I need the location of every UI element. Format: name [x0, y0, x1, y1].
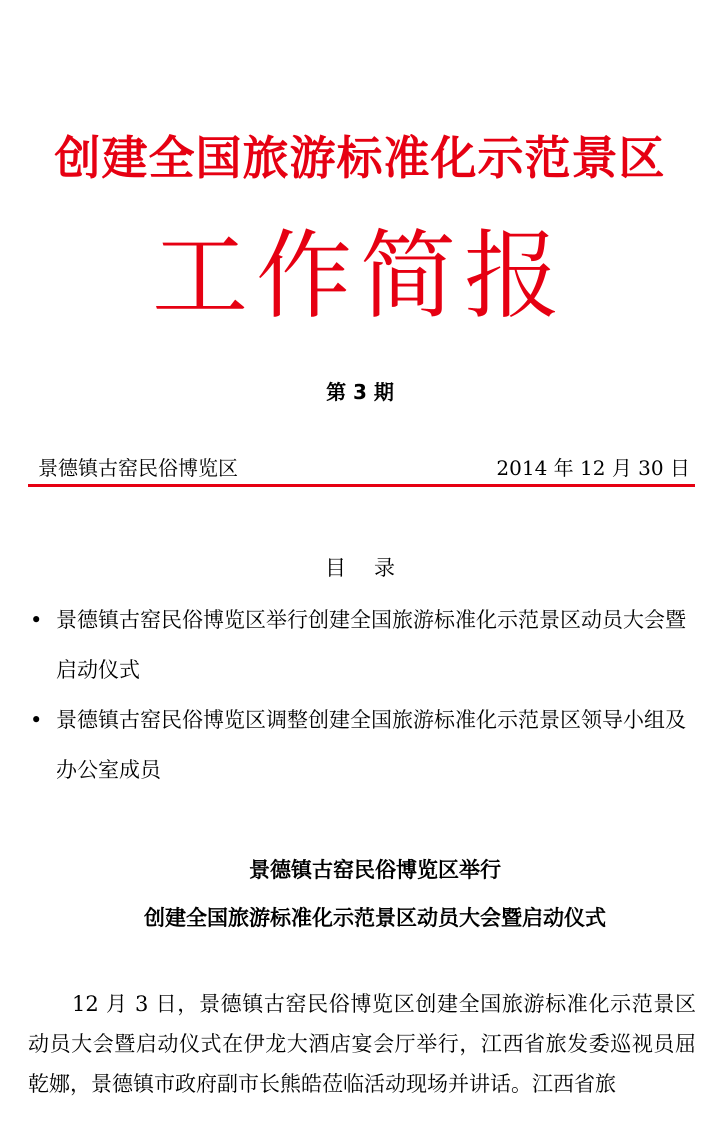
issuer-name: 景德镇古窑民俗博览区: [38, 456, 238, 480]
article-body: 12 月 3 日，景德镇古窑民俗博览区创建全国旅游标准化示范景区动员大会暨启动仪式在伊龙大酒店宴会厅举行，江西省旅发委巡视员屈乾娜，景德镇市政府副市长熊皓莅临活动现场并讲话。江西省旅: [28, 992, 696, 1096]
article-title-line1: 景德镇古窑民俗博览区举行: [249, 858, 501, 882]
toc-item-text: 景德镇古窑民俗博览区举行创建全国旅游标准化示范景区动员大会暨启动仪式: [56, 608, 686, 682]
toc-item: [30, 695, 696, 795]
issue-number: 第 3 期: [326, 380, 394, 404]
toc-item-text: 景德镇古窑民俗博览区调整创建全国旅游标准化示范景区领导小组及办公室成员: [56, 708, 686, 782]
bullet-icon: •: [30, 708, 43, 732]
header-divider: [28, 484, 695, 487]
toc-heading: 目录: [325, 556, 423, 580]
article-title-line2: 创建全国旅游标准化示范景区动员大会暨启动仪式: [144, 906, 606, 930]
bullet-icon: •: [30, 608, 43, 632]
issue-date: 2014 年 12 月 30 日: [496, 456, 690, 480]
toc-item: [30, 595, 696, 695]
masthead-title: 创建全国旅游标准化示范景区: [54, 131, 666, 185]
masthead-subtitle: 工作简报: [152, 220, 568, 332]
